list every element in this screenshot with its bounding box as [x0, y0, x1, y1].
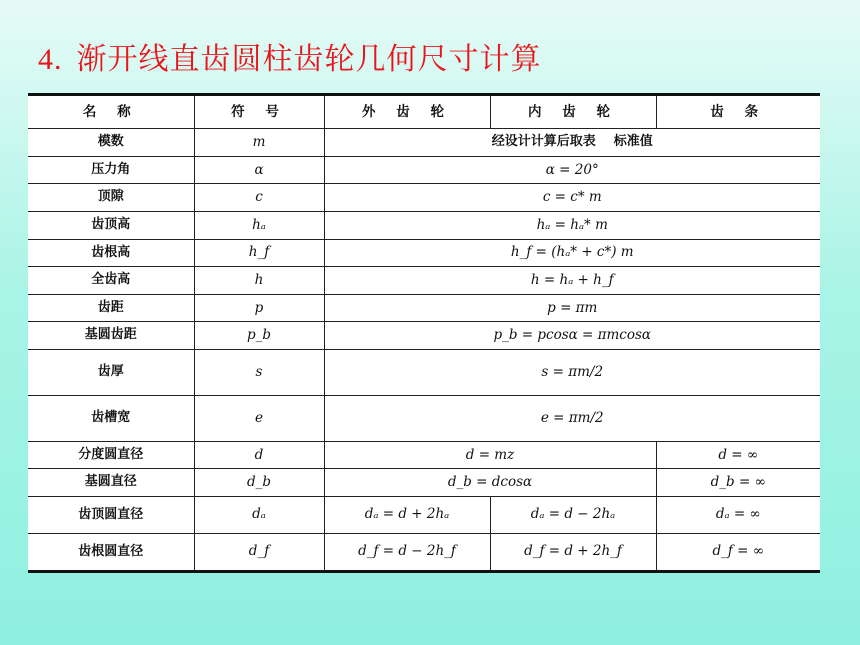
- row-name: 齿根圆直径: [28, 533, 194, 570]
- row-name: 齿槽宽: [28, 395, 194, 441]
- row-symbol: m: [194, 129, 324, 157]
- row-symbol: d_b: [194, 469, 324, 497]
- title-number: 4.: [38, 43, 63, 76]
- row-formula-gear: d = mz: [324, 441, 656, 469]
- table-header-row: [28, 96, 820, 129]
- row-name: 齿根高: [28, 239, 194, 267]
- table-row: [28, 294, 820, 322]
- row-formula-rack: dₐ = ∞: [656, 496, 820, 533]
- table-row: [28, 184, 820, 212]
- row-name: 压力角: [28, 156, 194, 184]
- row-symbol: p_b: [194, 322, 324, 350]
- row-formula: p_b = pcosα = πmcosα: [324, 322, 820, 350]
- row-name: 全齿高: [28, 267, 194, 295]
- row-name: 齿顶高: [28, 211, 194, 239]
- row-formula-internal: d_f = d + 2h_f: [490, 533, 656, 570]
- row-symbol: hₐ: [194, 211, 324, 239]
- row-formula: h = hₐ + h_f: [324, 267, 820, 295]
- header-internal-gear: 内 齿 轮: [490, 96, 656, 129]
- row-name: 齿顶圆直径: [28, 496, 194, 533]
- header-symbol: 符 号: [194, 96, 324, 129]
- row-formula: s = πm/2: [324, 349, 820, 395]
- table-row: [28, 496, 820, 533]
- table-row: [28, 469, 820, 497]
- title-text: 渐开线直齿圆柱齿轮几何尺寸计算: [76, 42, 542, 77]
- row-formula-internal: dₐ = d − 2hₐ: [490, 496, 656, 533]
- row-symbol: dₐ: [194, 496, 324, 533]
- row-name: 齿厚: [28, 349, 194, 395]
- row-symbol: h_f: [194, 239, 324, 267]
- table-row: [28, 156, 820, 184]
- table-row: [28, 267, 820, 295]
- row-name: 基圆直径: [28, 469, 194, 497]
- table-row: [28, 322, 820, 350]
- row-formula: p = πm: [324, 294, 820, 322]
- row-formula-gear: d_b = dcosα: [324, 469, 656, 497]
- row-symbol: s: [194, 349, 324, 395]
- row-formula-external: dₐ = d + 2hₐ: [324, 496, 490, 533]
- slide-title: [38, 34, 542, 78]
- row-name: 基圆齿距: [28, 322, 194, 350]
- row-symbol: h: [194, 267, 324, 295]
- row-symbol: d_f: [194, 533, 324, 570]
- row-symbol: d: [194, 441, 324, 469]
- header-external-gear: 外 齿 轮: [324, 96, 490, 129]
- header-rack: 齿 条: [656, 96, 820, 129]
- table-row: [28, 239, 820, 267]
- row-symbol: c: [194, 184, 324, 212]
- row-symbol: e: [194, 395, 324, 441]
- row-name: 模数: [28, 129, 194, 157]
- gear-dimension-table: [28, 93, 820, 573]
- row-name: 分度圆直径: [28, 441, 194, 469]
- row-formula-rack: d_f = ∞: [656, 533, 820, 570]
- table-row: [28, 349, 820, 395]
- row-name: 顶隙: [28, 184, 194, 212]
- row-symbol: p: [194, 294, 324, 322]
- header-name: 名 称: [28, 96, 194, 129]
- table-row: [28, 129, 820, 157]
- row-formula-external: d_f = d − 2h_f: [324, 533, 490, 570]
- row-formula: c = c* m: [324, 184, 820, 212]
- row-formula: h_f = (hₐ* + c*) m: [324, 239, 820, 267]
- row-formula-rack: d = ∞: [656, 441, 820, 469]
- table-row: [28, 441, 820, 469]
- row-formula: α = 20°: [324, 156, 820, 184]
- table-row: [28, 211, 820, 239]
- row-formula-rack: d_b = ∞: [656, 469, 820, 497]
- row-formula: 经设计计算后取表 标准值: [324, 129, 820, 157]
- row-name: 齿距: [28, 294, 194, 322]
- table-row: [28, 533, 820, 570]
- row-symbol: α: [194, 156, 324, 184]
- row-formula: hₐ = hₐ* m: [324, 211, 820, 239]
- table-row: [28, 395, 820, 441]
- row-formula: e = πm/2: [324, 395, 820, 441]
